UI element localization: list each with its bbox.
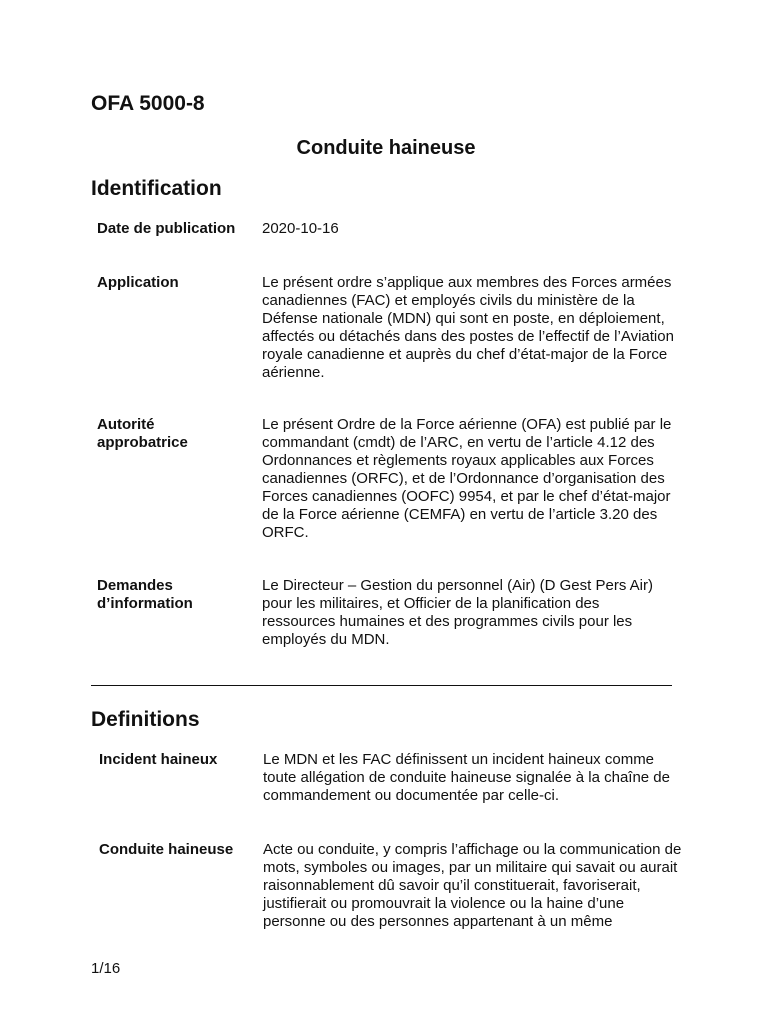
section-heading-identification: Identification xyxy=(91,177,222,200)
value-incident-haineux: Le MDN et les FAC définissent un incident haineux comme toute allégation de conduite haineuse signalée à la chaîne de commandement ou documentée par celle-ci. xyxy=(263,751,670,804)
value-autorite-approbatrice: Le présent Ordre de la Force aérienne (OFA) est publié par le commandant (cmdt) de l’ARC, en vertu de l’article 4.12 des Ordonnances et règlements royaux applicables aux Forces canadiennes (ORFC), et de l’Ordonnance d’organisation des Forces canadiennes (OOFC) 9954, et par le chef d’état-major de la Force aérienne (CEMFA) en vertu de l’article 3.20 des ORFC. xyxy=(262,416,672,541)
value-demandes-information: Le Directeur – Gestion du personnel (Air) (D Gest Pers Air) pour les militaires, et Officier de la planification des ressources humaines et des programmes civils pour les employés du MDN. xyxy=(262,577,653,648)
value-date-publication: 2020-10-16 xyxy=(262,220,339,237)
document-title: Conduite haineuse xyxy=(296,137,476,159)
label-autorite-approbatrice: Autorité approbatrice xyxy=(97,416,188,451)
document-number: OFA 5000-8 xyxy=(91,92,205,115)
label-demandes-information: Demandes d’information xyxy=(97,577,193,612)
section-heading-definitions: Definitions xyxy=(91,708,200,731)
section-divider xyxy=(91,685,672,686)
label-incident-haineux: Incident haineux xyxy=(99,751,218,768)
label-application: Application xyxy=(97,274,179,291)
value-conduite-haineuse: Acte ou conduite, y compris l’affichage ou la communication de mots, symboles ou images, par un militaire qui savait ou aurait raisonnablement dû savoir qu’il constituerait, favoriserait, justifierait ou promouvrait la violence ou la haine d’une personne ou des personnes appartenant à un même xyxy=(263,841,682,930)
label-date-publication: Date de publication xyxy=(97,220,236,237)
page-number: 1/16 xyxy=(91,960,121,977)
value-application: Le présent ordre s’applique aux membres des Forces armées canadiennes (FAC) et employés civils du ministère de la Défense nationale (MDN) qui sont en poste, en déploiement, affectés ou détachés dans des postes de l’effectif de l’Aviation royale canadienne et auprès du chef d’état-major de la Force aérienne. xyxy=(262,274,674,381)
label-conduite-haineuse: Conduite haineuse xyxy=(99,841,234,858)
